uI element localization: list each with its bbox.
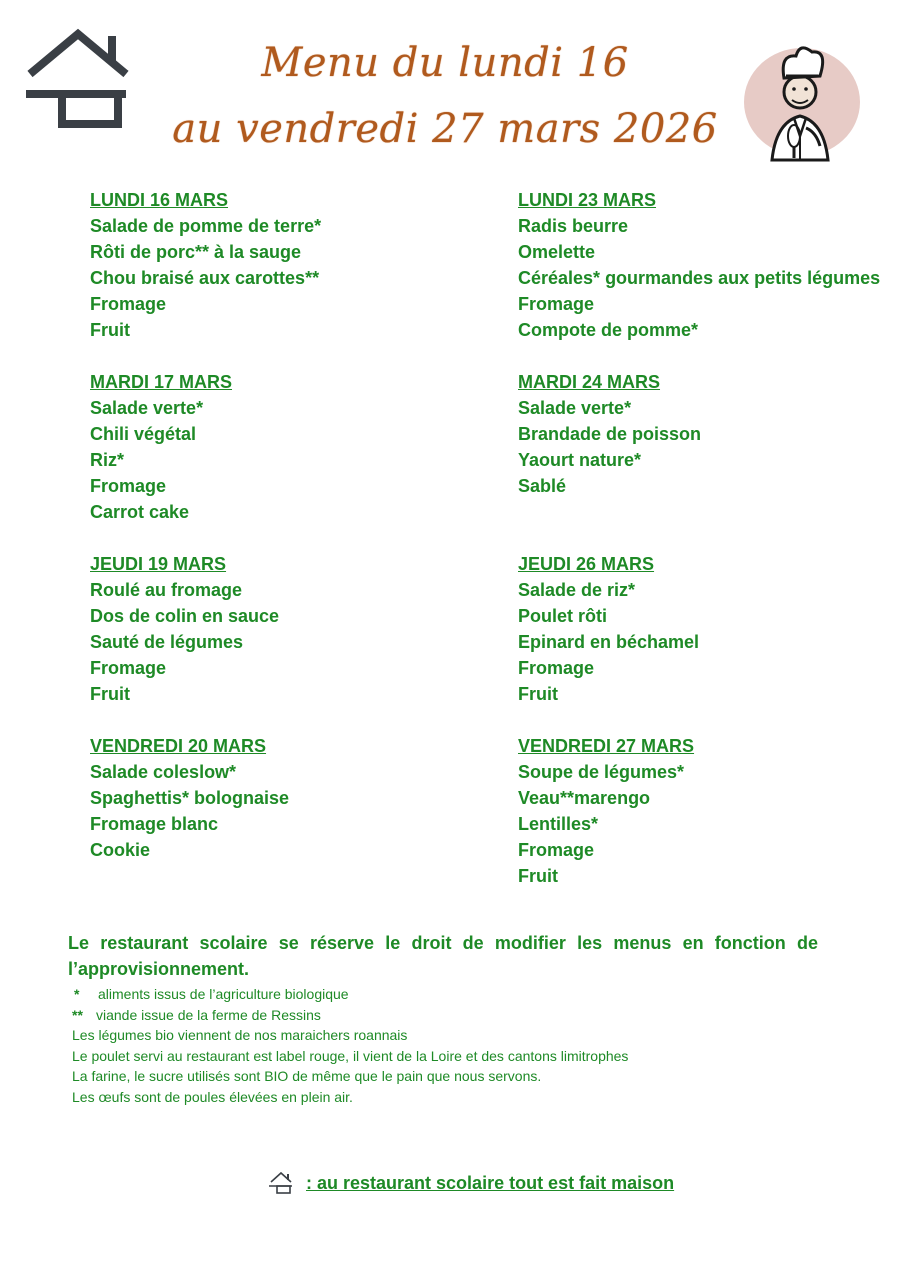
menu-title-line2: au vendredi 27 mars 2026 <box>172 106 718 152</box>
day-block <box>90 187 500 343</box>
menu-title-line1: Menu du lundi 16 <box>261 40 629 86</box>
day-title: MARDI 17 MARS <box>90 372 233 392</box>
dish: Epinard en béchamel <box>518 632 700 652</box>
footnote: Le poulet servi au restaurant est label rouge, il vient de la Loire et des cantons limitrophes <box>72 1047 629 1064</box>
day-block <box>518 551 898 707</box>
dish: Yaourt nature* <box>518 450 642 470</box>
footnote-mark: ** <box>72 1006 83 1023</box>
footnote: La farine, le sucre utilisés sont BIO de même que le pain que nous servons. <box>72 1068 542 1084</box>
day-title: VENDREDI 20 MARS <box>90 736 267 756</box>
day-block <box>90 733 500 863</box>
dish: Fromage <box>90 658 167 678</box>
fait-maison-house-icon <box>268 1171 294 1195</box>
day-title: LUNDI 23 MARS <box>518 190 657 210</box>
day-block <box>518 733 898 889</box>
dish: Chili végétal <box>90 424 197 444</box>
dish: Sauté de légumes <box>90 632 244 652</box>
day-title: JEUDI 19 MARS <box>90 554 227 574</box>
dish: Salade de riz* <box>518 580 636 600</box>
footnote: Les œufs sont de poules élevées en plein air. <box>72 1088 353 1105</box>
dish: Spaghettis* bolognaise <box>90 788 290 808</box>
dish: Salade coleslow* <box>90 762 237 782</box>
dish: Fromage <box>90 294 167 314</box>
dish: Fromage blanc <box>90 814 219 834</box>
dish: Fromage <box>518 658 595 678</box>
dish: Roulé au fromage <box>90 580 243 600</box>
fait-maison-text: : au restaurant scolaire tout est fait maison <box>306 1173 675 1193</box>
day-block <box>90 551 500 707</box>
dish: Omelette <box>518 242 596 262</box>
day-title: MARDI 24 MARS <box>518 372 661 392</box>
day-block <box>90 369 500 525</box>
dish: Fromage <box>518 294 595 314</box>
dish: Lentilles* <box>518 814 599 834</box>
fait-maison-footer <box>268 1170 674 1196</box>
dish: Radis beurre <box>518 216 629 236</box>
dish: Fromage <box>518 840 595 860</box>
dish: Salade verte* <box>518 398 632 418</box>
dish: Brandade de poisson <box>518 424 702 444</box>
dish: Chou braisé aux carottes** <box>90 268 320 288</box>
dish: Fruit <box>518 684 558 704</box>
day-title: VENDREDI 27 MARS <box>518 736 695 756</box>
dish: Rôti de porc** à la sauge <box>90 242 302 262</box>
dish: Riz* <box>90 450 125 470</box>
dish: Compote de pomme* <box>518 320 699 340</box>
chef-illustration-icon <box>736 36 864 162</box>
dish: Fruit <box>90 320 130 340</box>
dish: Sablé <box>518 476 567 496</box>
footnote-mark: * <box>74 986 80 1002</box>
dish: Céréales* gourmandes aux petits légumes <box>518 268 881 288</box>
footnote <box>72 984 832 1005</box>
day-title: LUNDI 16 MARS <box>90 190 229 210</box>
dish: Dos de colin en sauce <box>90 606 280 626</box>
footnote: Les légumes bio viennent de nos maraichers roannais <box>72 1027 408 1043</box>
dish: Salade de pomme de terre* <box>90 216 322 236</box>
footnote-text: viande issue de la ferme de Ressins <box>96 1006 321 1023</box>
footnotes <box>72 984 832 1107</box>
day-block <box>518 369 898 499</box>
dish: Carrot cake <box>90 502 190 522</box>
footnote-text: aliments issus de l’agriculture biologique <box>98 986 349 1002</box>
dish: Fruit <box>90 684 130 704</box>
day-title: JEUDI 26 MARS <box>518 554 655 574</box>
dish: Poulet rôti <box>518 606 607 626</box>
week1-column <box>90 187 500 889</box>
dish: Soupe de légumes* <box>518 762 685 782</box>
dish: Fromage <box>90 476 167 496</box>
dish: Veau**marengo <box>518 788 651 808</box>
day-block <box>518 187 898 343</box>
dish: Fruit <box>518 866 558 886</box>
dish: Cookie <box>90 840 151 860</box>
footnote <box>72 1005 832 1026</box>
dish: Salade verte* <box>90 398 204 418</box>
fait-maison-logo-icon <box>22 28 134 130</box>
menu-change-notice: Le restaurant scolaire se réserve le droit de modifier les menus en fonction de l’approvisionnement. <box>68 933 818 979</box>
week2-column <box>518 187 898 915</box>
